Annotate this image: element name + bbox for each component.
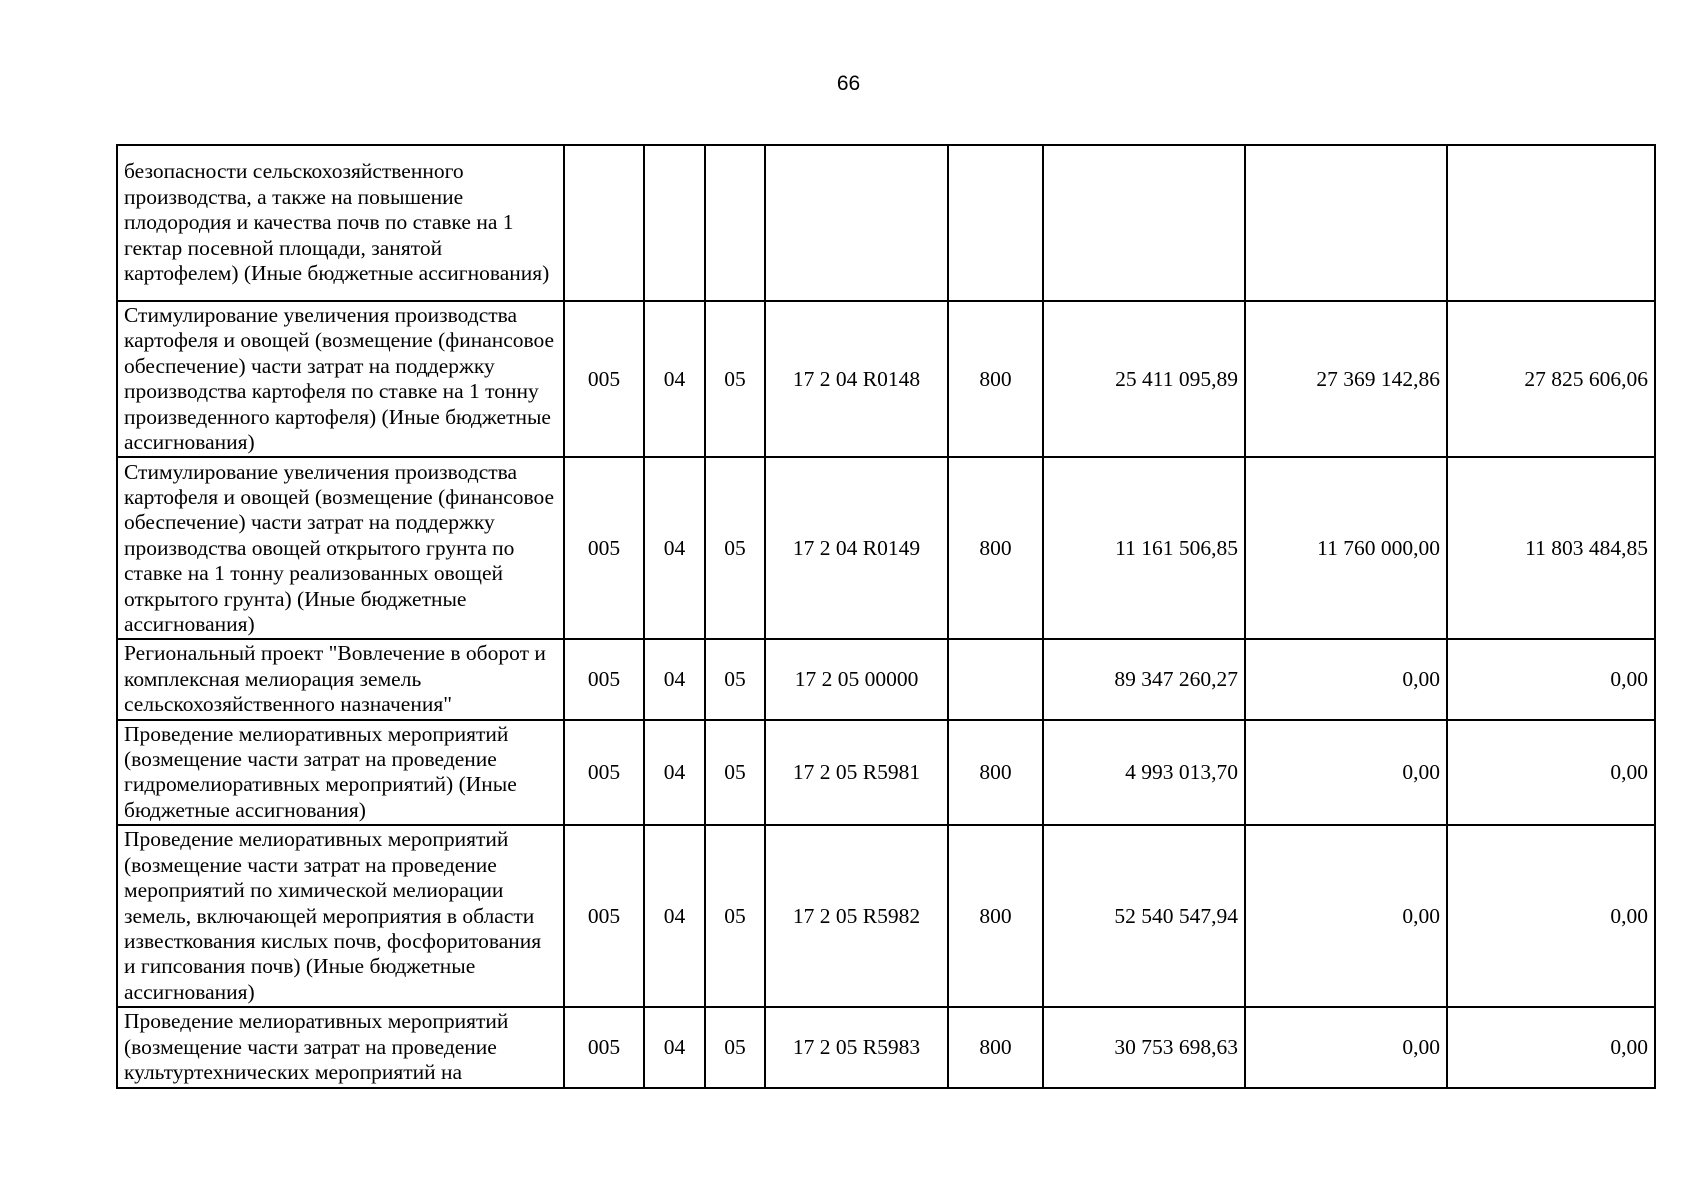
table-row [117, 720, 1655, 826]
target-article-code: 17 2 05 R5981 [765, 720, 948, 826]
expense-type-code: 800 [948, 301, 1043, 457]
subsection-code: 05 [705, 301, 765, 457]
ministry-code: 005 [564, 301, 644, 457]
target-article-code: 17 2 04 R0149 [765, 457, 948, 639]
amount-1 [1043, 145, 1245, 301]
section-code: 04 [644, 301, 705, 457]
subsection-code: 05 [705, 1007, 765, 1087]
page-number: 66 [836, 72, 861, 95]
expense-type-code: 800 [948, 457, 1043, 639]
table-row [117, 639, 1655, 719]
amount-1: 25 411 095,89 [1043, 301, 1245, 457]
target-article-code: 17 2 05 R5982 [765, 825, 948, 1007]
section-code: 04 [644, 1007, 705, 1087]
ministry-code: 005 [564, 720, 644, 826]
section-code [644, 145, 705, 301]
amount-3: 27 825 606,06 [1447, 301, 1655, 457]
amount-3 [1447, 145, 1655, 301]
amount-2: 0,00 [1245, 1007, 1447, 1087]
ministry-code [564, 145, 644, 301]
expense-type-code: 800 [948, 825, 1043, 1007]
row-description: Проведение мелиоративных мероприятий (возмещение части затрат на проведение мероприятий по химической мелиорации земель, включающей мероприятия в области известкования кислых почв, фосфоритования и гипсования почв) (Иные бюджетные ассигнования) [117, 825, 564, 1007]
row-description: Региональный проект "Вовлечение в оборот и комплексная мелиорация земель сельскохозяйственного назначения" [117, 639, 564, 719]
ministry-code: 005 [564, 825, 644, 1007]
table-row [117, 825, 1655, 1007]
expense-type-code [948, 639, 1043, 719]
section-code: 04 [644, 639, 705, 719]
table-row [117, 457, 1655, 639]
amount-2: 0,00 [1245, 639, 1447, 719]
subsection-code: 05 [705, 457, 765, 639]
row-description: безопасности сельскохозяйственного производства, а также на повышение плодородия и качества почв по ставке на 1 гектар посевной площади, занятой картофелем) (Иные бюджетные ассигнования) [117, 145, 564, 301]
subsection-code: 05 [705, 825, 765, 1007]
amount-1: 52 540 547,94 [1043, 825, 1245, 1007]
section-code: 04 [644, 720, 705, 826]
amount-2: 0,00 [1245, 720, 1447, 826]
ministry-code: 005 [564, 1007, 644, 1087]
target-article-code: 17 2 04 R0148 [765, 301, 948, 457]
row-description: Стимулирование увеличения производства картофеля и овощей (возмещение (финансовое обеспечение) части затрат на поддержку производства овощей открытого грунта по ставке на 1 тонну реализованных овощей открытого грунта) (Иные бюджетные ассигнования) [117, 457, 564, 639]
amount-2: 27 369 142,86 [1245, 301, 1447, 457]
amount-2 [1245, 145, 1447, 301]
row-description: Проведение мелиоративных мероприятий (возмещение части затрат на проведение гидромелиоративных мероприятий) (Иные бюджетные ассигнования) [117, 720, 564, 826]
amount-1: 11 161 506,85 [1043, 457, 1245, 639]
amount-3: 0,00 [1447, 1007, 1655, 1087]
amount-3: 0,00 [1447, 639, 1655, 719]
amount-2: 11 760 000,00 [1245, 457, 1447, 639]
amount-1: 89 347 260,27 [1043, 639, 1245, 719]
target-article-code: 17 2 05 R5983 [765, 1007, 948, 1087]
target-article-code: 17 2 05 00000 [765, 639, 948, 719]
expense-type-code: 800 [948, 1007, 1043, 1087]
amount-1: 4 993 013,70 [1043, 720, 1245, 826]
amount-3: 0,00 [1447, 825, 1655, 1007]
amount-3: 11 803 484,85 [1447, 457, 1655, 639]
expense-type-code: 800 [948, 720, 1043, 826]
section-code: 04 [644, 825, 705, 1007]
expense-type-code [948, 145, 1043, 301]
amount-2: 0,00 [1245, 825, 1447, 1007]
subsection-code: 05 [705, 639, 765, 719]
amount-1: 30 753 698,63 [1043, 1007, 1245, 1087]
row-description: Проведение мелиоративных мероприятий (возмещение части затрат на проведение культуртехнических мероприятий на [117, 1007, 564, 1087]
ministry-code: 005 [564, 457, 644, 639]
row-description: Стимулирование увеличения производства картофеля и овощей (возмещение (финансовое обеспечение) части затрат на поддержку производства картофеля по ставке на 1 тонну произведенного картофеля) (Иные бюджетные ассигнования) [117, 301, 564, 457]
subsection-code: 05 [705, 720, 765, 826]
ministry-code: 005 [564, 639, 644, 719]
table-row [117, 145, 1655, 301]
subsection-code [705, 145, 765, 301]
section-code: 04 [644, 457, 705, 639]
amount-3: 0,00 [1447, 720, 1655, 826]
budget-table [116, 144, 1656, 1089]
table-row [117, 301, 1655, 457]
table-row [117, 1007, 1655, 1087]
target-article-code [765, 145, 948, 301]
